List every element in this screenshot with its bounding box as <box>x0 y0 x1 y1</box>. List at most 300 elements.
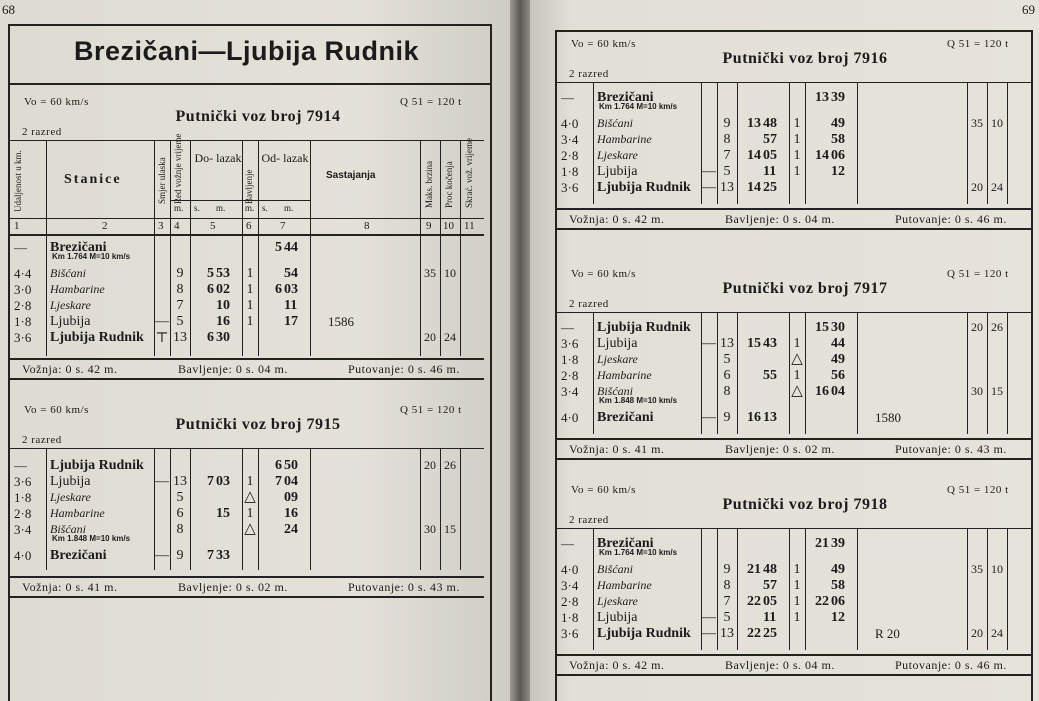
class-label: 2 razred <box>22 434 62 446</box>
arrival-minute: 48 <box>763 116 777 131</box>
stop-duration: 1 <box>793 164 801 179</box>
departure-hour: 22 <box>815 594 829 609</box>
distance-km: 4·0 <box>561 562 579 577</box>
station-name: Brezičani <box>597 410 654 425</box>
summary-voznja: Vožnja: 0 s. 41 m. <box>569 442 665 456</box>
km-note: Km 1.848 M=10 km/s <box>52 534 131 543</box>
page-number-left: 68 <box>2 2 15 17</box>
arrival-minute: 10 <box>216 298 230 313</box>
station-name: Ljeskare <box>597 594 638 608</box>
departure-minute: 56 <box>831 368 845 383</box>
running-time: 8 <box>723 132 731 147</box>
running-time: 13 <box>720 626 734 641</box>
arrival-minute: 11 <box>763 164 777 179</box>
stop-duration: △ <box>791 351 803 367</box>
station-name: Ljeskare <box>597 352 638 366</box>
departure-minute: 49 <box>831 116 845 131</box>
arrival-hour: 14 <box>747 180 761 195</box>
departure-minute: 50 <box>284 458 298 473</box>
departure-minute: 58 <box>831 132 845 147</box>
rule <box>10 378 484 380</box>
right-page <box>530 0 1039 701</box>
rule <box>10 596 484 598</box>
distance-km: 3·6 <box>14 330 32 345</box>
stop-duration: 1 <box>793 562 801 577</box>
arrival-minute: 25 <box>763 626 777 641</box>
summary-putovanje: Putovanje: 0 s. 46 m. <box>895 212 1007 226</box>
stop-duration: 1 <box>793 116 801 131</box>
km-note: Km 1.764 M=10 km/s <box>599 548 678 557</box>
arrival-minute: 02 <box>216 282 230 297</box>
summary-bavljenje: Bavljenje: 0 s. 02 m. <box>178 580 288 594</box>
arrival-minute: 30 <box>216 330 230 345</box>
stop-duration: 1 <box>793 336 801 351</box>
running-time: 13 <box>173 330 187 345</box>
arrival-minute: 33 <box>216 548 230 563</box>
distance-km: 2·8 <box>561 368 579 383</box>
brake-percent: 15 <box>991 384 1003 398</box>
rule <box>557 654 1031 656</box>
station-name: Ljubija <box>597 610 638 625</box>
vo-label: Vo = 60 km/s <box>571 38 636 50</box>
column-number: 9 <box>426 220 432 232</box>
arrival-minute: 57 <box>763 132 777 147</box>
q-label: Q 51 = 120 t <box>947 268 1009 280</box>
running-time: 6 <box>176 506 184 521</box>
distance-km: 4·4 <box>14 266 32 281</box>
distance-km: 3·6 <box>14 474 32 489</box>
train-title: Putnički voz broj 7914 <box>175 108 341 125</box>
station-name: Bišćani <box>597 384 633 398</box>
station-name: Ljubija Rudnik <box>597 626 691 641</box>
arrival-hour: 7 <box>207 474 214 489</box>
rule <box>10 83 490 85</box>
arrival-minute: 05 <box>763 594 777 609</box>
departure-minute: 24 <box>284 522 298 537</box>
brake-percent: 24 <box>991 180 1003 194</box>
summary-bavljenje: Bavljenje: 0 s. 04 m. <box>725 212 835 226</box>
station-name: Bišćani <box>50 266 86 280</box>
distance-km: 3·4 <box>561 384 579 399</box>
header-sastajanja: Sastajanja <box>326 170 376 181</box>
km-note: Km 1.848 M=10 km/s <box>599 396 678 405</box>
station-name: Hambarine <box>597 368 652 382</box>
summary-voznja: Vožnja: 0 s. 42 m. <box>22 362 118 376</box>
arrival-hour: 22 <box>747 626 761 641</box>
left-page <box>0 0 510 701</box>
stop-duration: △ <box>244 521 256 537</box>
column-number: 2 <box>102 220 108 232</box>
running-time: 13 <box>720 180 734 195</box>
running-time: 7 <box>723 148 731 163</box>
unit-m: m. <box>245 203 255 213</box>
rule <box>557 458 1031 460</box>
crossing: 1580 <box>875 410 901 425</box>
running-time: 8 <box>176 282 184 297</box>
vo-label: Vo = 60 km/s <box>24 96 89 108</box>
stop-duration: △ <box>244 489 256 505</box>
brake-percent: 10 <box>991 116 1003 130</box>
distance-km: 3·4 <box>561 132 579 147</box>
arrival-hour: 6 <box>207 330 214 345</box>
departure-minute: 39 <box>831 536 845 551</box>
rule <box>10 234 484 236</box>
unit-s: s. <box>194 203 200 213</box>
max-speed: 20 <box>971 180 983 194</box>
unit-m: m. <box>216 203 226 213</box>
distance-km: 2·8 <box>561 148 579 163</box>
running-time: 5 <box>176 314 184 329</box>
km-note: Km 1.764 M=10 km/s <box>599 102 678 111</box>
distance-km: 2·8 <box>561 594 579 609</box>
class-label: 2 razred <box>22 126 62 138</box>
departure-minute: 39 <box>831 90 845 105</box>
arrival-hour: 6 <box>207 282 214 297</box>
rule <box>170 200 310 201</box>
departure-minute: 58 <box>831 578 845 593</box>
arrival-hour: 22 <box>747 594 761 609</box>
vo-label: Vo = 60 km/s <box>571 268 636 280</box>
departure-minute: 44 <box>284 240 298 255</box>
arrival-hour: 7 <box>207 548 214 563</box>
train-title: Putnički voz broj 7916 <box>722 50 888 67</box>
q-label: Q 51 = 120 t <box>947 484 1009 496</box>
header-smjer: Smjer ulaska <box>157 157 167 204</box>
station-name: Ljubija <box>597 336 638 351</box>
max-speed: 20 <box>971 320 983 334</box>
arrival-minute: 57 <box>763 578 777 593</box>
distance-km: 3·6 <box>561 336 579 351</box>
running-time: 9 <box>723 116 731 131</box>
running-time: 7 <box>176 298 184 313</box>
direction-mark: — <box>155 314 169 329</box>
station-name: Ljubija <box>597 164 638 179</box>
departure-minute: 09 <box>284 490 298 505</box>
class-label: 2 razred <box>569 68 609 80</box>
stop-duration: 1 <box>246 474 254 489</box>
summary-putovanje: Putovanje: 0 s. 43 m. <box>895 442 1007 456</box>
distance-km: 1·8 <box>561 164 579 179</box>
column-number: 3 <box>158 220 164 232</box>
direction-mark: — <box>702 164 716 179</box>
column-number: 8 <box>364 220 370 232</box>
stop-duration: 1 <box>793 368 801 383</box>
train-title: Putnički voz broj 7915 <box>175 416 341 433</box>
station-name: Hambarine <box>50 282 105 296</box>
station-name: Bišćani <box>50 522 86 536</box>
distance-km: — <box>14 240 27 255</box>
column-number: 5 <box>210 220 216 232</box>
header-dolazak: Do- lazak <box>194 151 242 165</box>
departure-minute: 06 <box>831 148 845 163</box>
summary-putovanje: Putovanje: 0 s. 43 m. <box>348 580 460 594</box>
max-speed: 35 <box>971 562 983 576</box>
stop-duration: △ <box>791 383 803 399</box>
header-maks: Maks. brzina <box>424 161 434 208</box>
rule <box>557 208 1031 210</box>
station-name: Ljubija Rudnik <box>597 180 691 195</box>
arrival-minute: 53 <box>216 266 230 281</box>
distance-km: 2·8 <box>14 298 32 313</box>
station-name: Brezičani <box>597 90 654 105</box>
distance-km: 2·8 <box>14 506 32 521</box>
brake-percent: 26 <box>444 458 456 472</box>
arrival-minute: 55 <box>763 368 777 383</box>
stop-duration: 1 <box>246 298 254 313</box>
arrival-hour: 5 <box>207 266 214 281</box>
distance-km: 3·4 <box>561 578 579 593</box>
column-number: 7 <box>280 220 286 232</box>
departure-minute: 06 <box>831 594 845 609</box>
direction-mark: — <box>702 336 716 351</box>
distance-km: — <box>561 536 574 551</box>
summary-voznja: Vožnja: 0 s. 42 m. <box>569 658 665 672</box>
stop-duration: 1 <box>793 578 801 593</box>
departure-hour: 16 <box>815 384 829 399</box>
arrival-minute: 05 <box>763 148 777 163</box>
unit-m: m. <box>174 203 184 213</box>
departure-minute: 16 <box>284 506 298 521</box>
arrival-hour: 13 <box>747 116 761 131</box>
departure-hour: 13 <box>815 90 829 105</box>
q-label: Q 51 = 120 t <box>947 38 1009 50</box>
unit-s: s. <box>262 203 268 213</box>
max-speed: 20 <box>424 330 436 344</box>
running-time: 5 <box>723 164 731 179</box>
arrival-minute: 11 <box>763 610 777 625</box>
km-note: Km 1.764 M=10 km/s <box>52 252 131 261</box>
departure-minute: 12 <box>831 610 845 625</box>
stop-duration: 1 <box>246 266 254 281</box>
departure-minute: 12 <box>831 164 845 179</box>
max-speed: 30 <box>971 384 983 398</box>
running-time: 9 <box>723 562 731 577</box>
running-time: 5 <box>723 352 731 367</box>
station-name: Bišćani <box>597 116 633 130</box>
vo-label: Vo = 60 km/s <box>24 404 89 416</box>
stop-duration: 1 <box>793 148 801 163</box>
running-time: 8 <box>723 384 731 399</box>
summary-putovanje: Putovanje: 0 s. 46 m. <box>348 362 460 376</box>
direction-mark: — <box>702 610 716 625</box>
brake-percent: 10 <box>991 562 1003 576</box>
departure-minute: 11 <box>284 298 298 313</box>
brake-percent: 24 <box>991 626 1003 640</box>
direction-mark: — <box>702 180 716 195</box>
stop-duration: 1 <box>793 132 801 147</box>
distance-km: 4·0 <box>14 548 32 563</box>
departure-minute: 30 <box>831 320 845 335</box>
train-title: Putnički voz broj 7918 <box>722 496 888 513</box>
departure-hour: 6 <box>275 282 282 297</box>
running-time: 7 <box>723 594 731 609</box>
header-proc: Proc kočenja <box>444 161 454 208</box>
book-gutter <box>510 0 530 701</box>
stop-duration: 1 <box>246 506 254 521</box>
rule <box>557 674 1031 676</box>
departure-minute: 54 <box>284 266 298 281</box>
station-name: Brezičani <box>597 536 654 551</box>
summary-putovanje: Putovanje: 0 s. 46 m. <box>895 658 1007 672</box>
header-udaljenost: Udaljenost u km. <box>13 150 23 212</box>
rule <box>557 228 1031 230</box>
running-time: 9 <box>176 548 184 563</box>
station-name: Brezičani <box>50 240 107 255</box>
departure-hour: 6 <box>275 458 282 473</box>
class-label: 2 razred <box>569 298 609 310</box>
station-name: Ljubija Rudnik <box>50 330 144 345</box>
stop-duration: 1 <box>246 314 254 329</box>
summary-voznja: Vožnja: 0 s. 42 m. <box>569 212 665 226</box>
running-time: 9 <box>723 410 731 425</box>
route-title: Brezičani—Ljubija Rudnik <box>74 36 420 66</box>
departure-minute: 17 <box>284 314 298 329</box>
max-speed: 20 <box>971 626 983 640</box>
page-number-right: 69 <box>1022 2 1035 17</box>
rule <box>557 528 1031 529</box>
max-speed: 35 <box>971 116 983 130</box>
station-name: Ljeskare <box>597 148 638 162</box>
max-speed: 20 <box>424 458 436 472</box>
brake-percent: 26 <box>991 320 1003 334</box>
direction-mark: — <box>702 410 716 425</box>
header-red: Red vožnje vrijeme <box>173 133 183 204</box>
departure-minute: 03 <box>284 282 298 297</box>
distance-km: — <box>561 90 574 105</box>
distance-km: — <box>561 320 574 335</box>
rule <box>10 218 484 219</box>
q-label: Q 51 = 120 t <box>400 96 462 108</box>
stop-duration: 1 <box>793 594 801 609</box>
distance-km: 1·8 <box>14 314 32 329</box>
departure-minute: 44 <box>831 336 845 351</box>
direction-mark: — <box>155 474 169 489</box>
running-time: 9 <box>176 266 184 281</box>
departure-hour: 7 <box>275 474 282 489</box>
direction-mark: ⊤ <box>155 331 169 346</box>
summary-voznja: Vožnja: 0 s. 41 m. <box>22 580 118 594</box>
running-time: 5 <box>723 610 731 625</box>
rule <box>10 576 484 578</box>
departure-hour: 21 <box>815 536 829 551</box>
station-name: Hambarine <box>50 506 105 520</box>
running-time: 13 <box>720 336 734 351</box>
distance-km: — <box>14 458 27 473</box>
column-number: 6 <box>246 220 252 232</box>
arrival-hour: 16 <box>747 410 761 425</box>
train-title: Putnički voz broj 7917 <box>722 280 888 297</box>
distance-km: 3·6 <box>561 626 579 641</box>
running-time: 6 <box>723 368 731 383</box>
brake-percent: 15 <box>444 522 456 536</box>
stop-duration: 1 <box>793 610 801 625</box>
distance-km: 1·8 <box>561 352 579 367</box>
running-time: 13 <box>173 474 187 489</box>
header-skrac: Skrać. vož. vrijeme <box>464 138 474 208</box>
arrival-minute: 43 <box>763 336 777 351</box>
stop-duration: 1 <box>246 282 254 297</box>
station-name: Bišćani <box>597 562 633 576</box>
departure-hour: 15 <box>815 320 829 335</box>
station-name: Hambarine <box>597 132 652 146</box>
distance-km: 1·8 <box>561 610 579 625</box>
arrival-minute: 15 <box>216 506 230 521</box>
q-label: Q 51 = 120 t <box>400 404 462 416</box>
rule <box>10 358 484 360</box>
station-name: Ljubija Rudnik <box>597 320 691 335</box>
station-name: Ljeskare <box>50 298 91 312</box>
departure-minute: 04 <box>831 384 845 399</box>
vo-label: Vo = 60 km/s <box>571 484 636 496</box>
arrival-minute: 16 <box>216 314 230 329</box>
summary-bavljenje: Bavljenje: 0 s. 02 m. <box>725 442 835 456</box>
station-name: Brezičani <box>50 548 107 563</box>
departure-minute: 49 <box>831 352 845 367</box>
arrival-minute: 13 <box>763 410 777 425</box>
rule <box>557 312 1031 313</box>
column-number: 11 <box>464 220 475 232</box>
max-speed: 30 <box>424 522 436 536</box>
arrival-minute: 03 <box>216 474 230 489</box>
column-number: 4 <box>174 220 180 232</box>
distance-km: 1·8 <box>14 490 32 505</box>
column-number: 1 <box>14 220 20 232</box>
rule <box>557 82 1031 83</box>
brake-percent: 24 <box>444 330 456 344</box>
station-name: Ljubija Rudnik <box>50 458 144 473</box>
departure-hour: 5 <box>275 240 282 255</box>
distance-km: 3·0 <box>14 282 32 297</box>
header-stanice: Stanice <box>64 172 122 187</box>
departure-minute: 04 <box>284 474 298 489</box>
running-time: 8 <box>723 578 731 593</box>
distance-km: 4·0 <box>561 116 579 131</box>
station-name: Ljeskare <box>50 490 91 504</box>
distance-km: 3·4 <box>14 522 32 537</box>
summary-bavljenje: Bavljenje: 0 s. 04 m. <box>178 362 288 376</box>
arrival-hour: 21 <box>747 562 761 577</box>
crossing: R 20 <box>875 626 900 641</box>
rule <box>557 438 1031 440</box>
header-odlazak: Od- lazak <box>261 151 309 165</box>
distance-km: 4·0 <box>561 410 579 425</box>
running-time: 8 <box>176 522 184 537</box>
arrival-minute: 48 <box>763 562 777 577</box>
direction-mark: — <box>702 626 716 641</box>
max-speed: 35 <box>424 266 436 280</box>
unit-m: m. <box>284 203 294 213</box>
arrival-hour: 15 <box>747 336 761 351</box>
station-name: Ljubija <box>50 474 91 489</box>
running-time: 5 <box>176 490 184 505</box>
column-number: 10 <box>443 220 454 232</box>
departure-minute: 49 <box>831 562 845 577</box>
crossing: 1586 <box>328 314 354 329</box>
header-bavljenje: Bavljenje <box>244 169 254 204</box>
arrival-minute: 25 <box>763 180 777 195</box>
station-name: Ljubija <box>50 314 91 329</box>
arrival-hour: 14 <box>747 148 761 163</box>
departure-hour: 14 <box>815 148 829 163</box>
direction-mark: — <box>155 548 169 563</box>
rule <box>10 140 484 141</box>
rule <box>10 448 484 449</box>
class-label: 2 razred <box>569 514 609 526</box>
brake-percent: 10 <box>444 266 456 280</box>
distance-km: 3·6 <box>561 180 579 195</box>
summary-bavljenje: Bavljenje: 0 s. 04 m. <box>725 658 835 672</box>
station-name: Hambarine <box>597 578 652 592</box>
